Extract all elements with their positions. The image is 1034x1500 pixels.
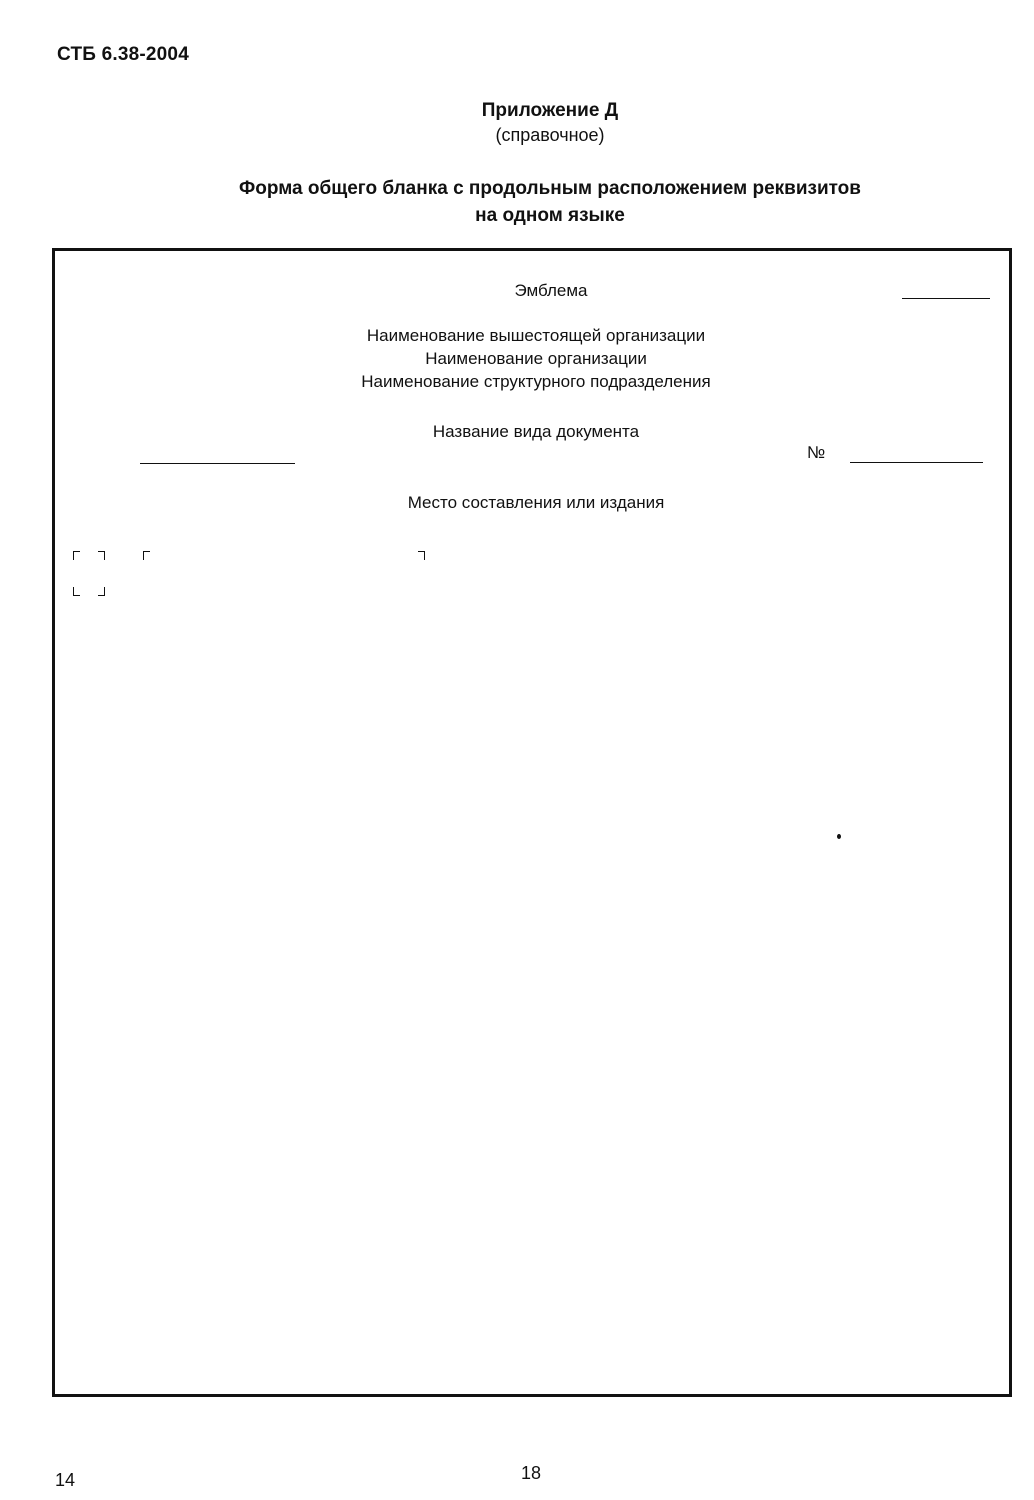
emblem-label: Эмблема (514, 281, 588, 300)
form-frame (52, 248, 1012, 1397)
parent-organization-label: Наименование вышестоящей организации (366, 326, 706, 345)
address-zone-corner-top-left-icon (73, 551, 80, 560)
address-zone-corner-bottom-right-icon (98, 587, 105, 596)
document-type-label: Название вида документа (432, 422, 640, 441)
form-title-line-1: Форма общего бланка с продольным расположением реквизитов (239, 178, 861, 199)
organization-label: Наименование организации (425, 349, 647, 368)
print-speck (837, 834, 841, 839)
emblem-blank-line (902, 298, 990, 299)
heading-zone-corner-left-icon (143, 551, 150, 560)
number-blank-line (850, 462, 983, 463)
number-sign: № (807, 443, 826, 462)
form-title-line-2: на одном языке (475, 205, 625, 226)
date-blank-line (140, 463, 295, 464)
structural-unit-label: Наименование структурного подразделения (361, 372, 711, 391)
appendix-title: Приложение Д (481, 100, 619, 121)
appendix-type: (справочное) (495, 125, 605, 145)
form-title (0, 175, 1034, 229)
address-zone-corner-top-right-icon (98, 551, 105, 560)
page-number-center: 18 (521, 1463, 542, 1483)
page-number-left: 14 (55, 1470, 76, 1490)
address-zone-corner-bottom-left-icon (73, 587, 80, 596)
place-label: Место составления или издания (407, 493, 665, 512)
heading-zone-corner-right-icon (418, 551, 425, 560)
document-code: СТБ 6.38-2004 (57, 44, 189, 65)
